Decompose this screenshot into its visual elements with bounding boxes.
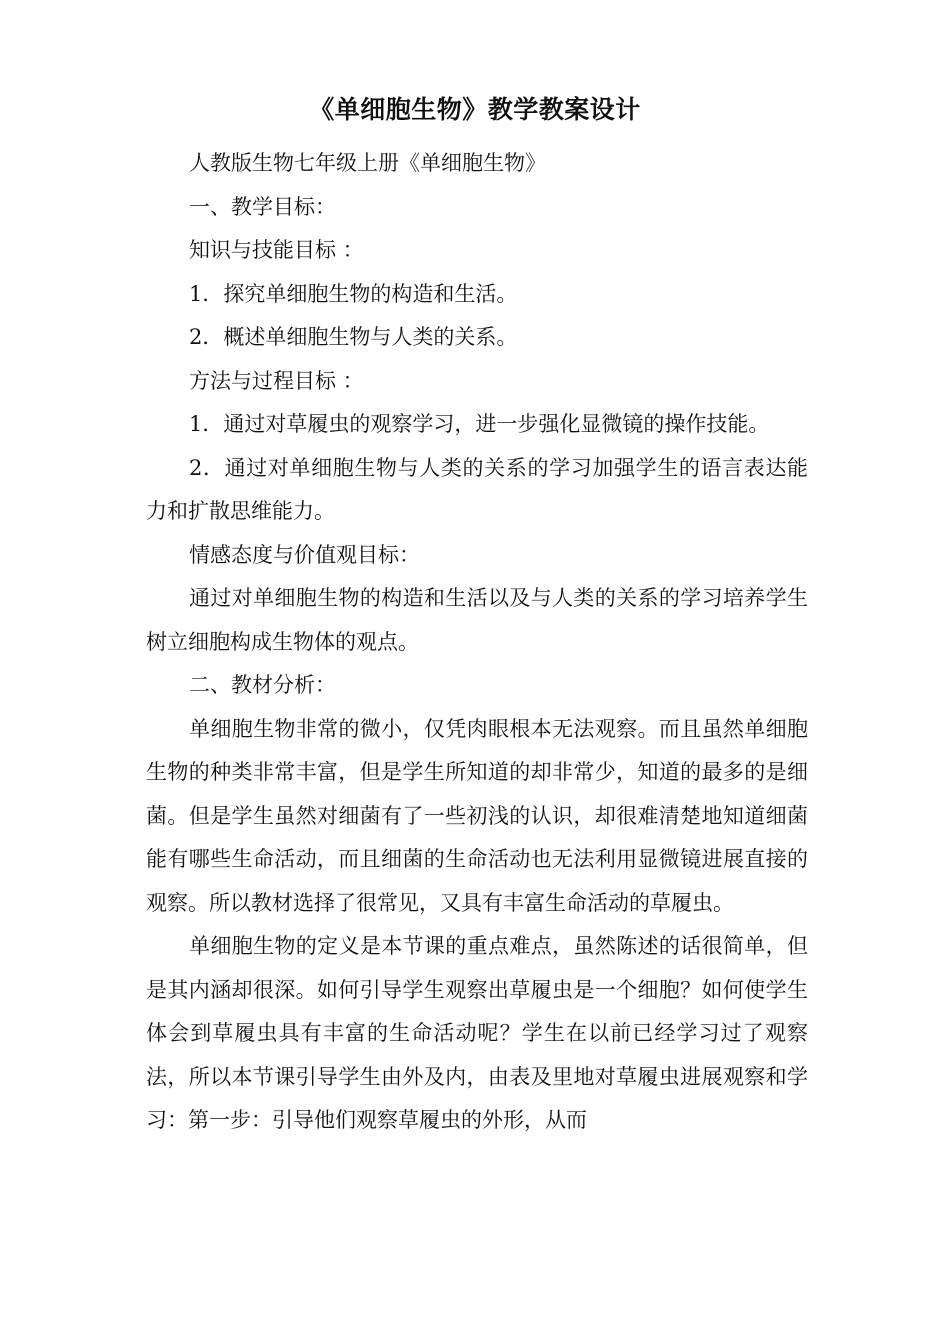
heading-teaching-goals: 一、教学目标：	[189, 194, 336, 219]
paragraph-textbook: 人教版生物七年级上册《单细胞生物》	[189, 151, 546, 175]
paragraph-analysis-2: 单细胞生物的定义是本节课的重点难点，虽然陈述的话很简单，但是其内涵却很深。如何引导学生观察出草履虫是一个细胞？如何使学生体会到草履虫具有丰富的生命活动呢？学生在以前已经学习过了观察法，所以本节课引导学生由外及内，由表及里地对草履虫进展观察和学习：第一步：引导他们观察草履虫的外形，从而	[146, 934, 808, 1132]
list-item-knowledge-1: 1．探究单细胞生物的构造和生活。	[189, 281, 518, 306]
paragraph-emotion-values: 通过对单细胞生物的构造和生活以及与人类的关系的学习培养学生树立细胞构成生物体的观点。	[146, 586, 808, 654]
list-item-method-1: 1．通过对草履虫的观察学习，进一步强化显微镜的操作技能。	[189, 412, 770, 436]
heading-textbook-analysis: 二、教材分析：	[189, 673, 336, 697]
list-item-knowledge-2: 2．概述单细胞生物与人类的关系。	[189, 325, 518, 349]
list-item-method-2: 2．通过对单细胞生物与人类的关系的学习加强学生的语言表达能力和扩散思维能力。	[146, 455, 808, 523]
document-title: 《单细胞生物》教学教案设计	[309, 95, 641, 124]
subheading-emotion-values: 情感态度与价值观目标：	[189, 542, 420, 567]
subheading-method-process: 方法与过程目标 ：	[189, 368, 364, 393]
document-body	[146, 142, 808, 1143]
subheading-knowledge-skills: 知识与技能目标 ：	[189, 238, 364, 262]
paragraph-analysis-1: 单细胞生物非常的微小，仅凭肉眼根本无法观察。而且虽然单细胞生物的种类非常丰富，但是学生所知道的却非常少，知道的最多的是细菌。但是学生虽然对细菌有了一些初浅的认识，却很难清楚地知道细菌能有哪些生命活动，而且细菌的生命活动也无法利用显微镜进展直接的观察。所以教材选择了很常见，又具有丰富生命活动的草履虫。	[146, 716, 808, 915]
